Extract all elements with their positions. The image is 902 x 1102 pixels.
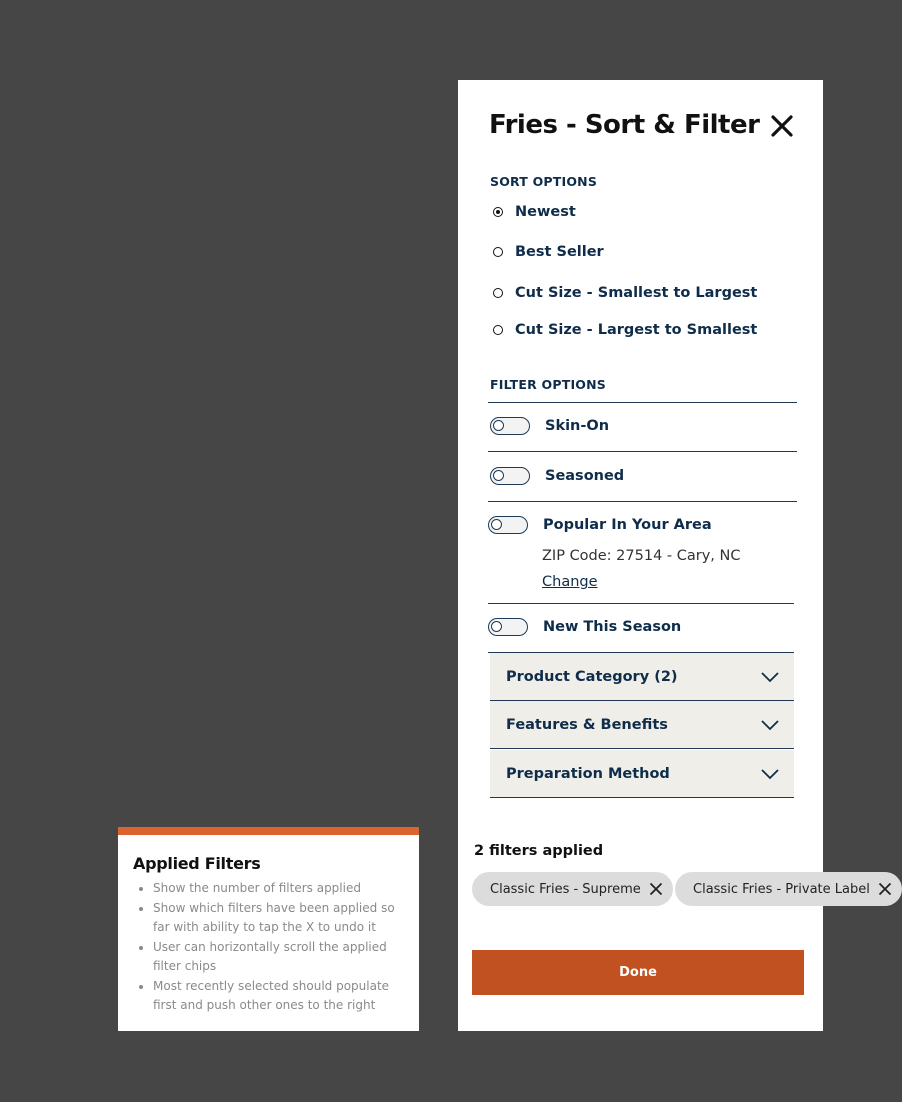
toggle-label: New This Season: [543, 619, 682, 635]
sort-option-label: Newest: [515, 204, 576, 220]
radio-unchecked-icon: [493, 325, 503, 335]
toggle-skin-on[interactable]: [490, 417, 609, 435]
sort-option-label: Cut Size - Smallest to Largest: [515, 285, 758, 301]
close-icon: [770, 114, 794, 138]
toggle-switch[interactable]: [488, 618, 528, 636]
close-icon[interactable]: [878, 882, 892, 896]
sort-option-cut-large-small[interactable]: [493, 322, 757, 338]
zip-code-text: ZIP Code: 27514 - Cary, NC: [542, 548, 741, 564]
chevron-down-icon: [760, 671, 780, 683]
divider: [488, 603, 794, 604]
accordion-product-category[interactable]: [490, 653, 794, 701]
panel-title: Fries - Sort & Filter: [489, 110, 760, 140]
close-button[interactable]: [770, 114, 794, 138]
annotation-item: • Show the number of filters applied: [153, 879, 413, 899]
toggle-seasoned[interactable]: [490, 467, 624, 485]
annotation-note: [118, 827, 419, 1031]
annotation-list: [133, 879, 413, 1016]
radio-unchecked-icon: [493, 247, 503, 257]
applied-filters-count: 2 filters applied: [474, 843, 604, 859]
applied-filter-chip[interactable]: [472, 872, 673, 906]
done-button[interactable]: Done: [472, 950, 804, 995]
radio-unchecked-icon: [493, 288, 503, 298]
toggle-knob: [493, 420, 504, 431]
sort-filter-panel: [458, 80, 870, 1031]
accordion-label: Features & Benefits: [506, 716, 668, 733]
accordion-features-benefits[interactable]: [490, 701, 794, 749]
toggle-label: Popular In Your Area: [543, 517, 712, 533]
annotation-item: • Show which filters have been applied so far with ability to tap the X to undo it: [153, 899, 413, 938]
sort-option-cut-small-large[interactable]: [493, 285, 757, 301]
chevron-down-icon: [760, 719, 780, 731]
applied-filter-chip[interactable]: [675, 872, 902, 906]
divider: [488, 501, 797, 502]
toggle-popular-in-area[interactable]: [488, 516, 712, 534]
toggle-label: Skin-On: [545, 418, 610, 434]
toggle-switch[interactable]: [490, 467, 530, 485]
chip-label: Classic Fries - Private Label: [693, 881, 870, 897]
chip-label: Classic Fries - Supreme: [490, 881, 641, 897]
close-icon[interactable]: [649, 882, 663, 896]
sort-option-label: Best Seller: [515, 244, 604, 260]
annotation-item: • Most recently selected should populate first and push other ones to the right: [153, 977, 413, 1016]
accordion-label: Preparation Method: [506, 765, 670, 782]
sort-options-label: SORT OPTIONS: [490, 174, 598, 189]
annotation-item: • User can horizontally scroll the applied filter chips: [153, 938, 413, 977]
sort-option-best-seller[interactable]: [493, 244, 604, 260]
divider: [488, 402, 797, 403]
toggle-new-this-season[interactable]: [488, 618, 681, 636]
annotation-title: Applied Filters: [133, 854, 261, 873]
toggle-label: Seasoned: [545, 468, 625, 484]
divider: [488, 451, 797, 452]
chevron-down-icon: [760, 768, 780, 780]
annotation-accent-bar: [118, 827, 419, 835]
toggle-knob: [491, 519, 502, 530]
toggle-switch[interactable]: [490, 417, 530, 435]
sort-option-newest[interactable]: [493, 204, 576, 220]
toggle-knob: [491, 621, 502, 632]
sort-option-label: Cut Size - Largest to Smallest: [515, 322, 758, 338]
zip-change-link[interactable]: Change: [542, 574, 598, 590]
filter-options-label: FILTER OPTIONS: [490, 377, 606, 392]
toggle-knob: [493, 470, 504, 481]
accordion-preparation-method[interactable]: [490, 750, 794, 798]
radio-checked-icon: [493, 207, 503, 217]
accordion-label: Product Category (2): [506, 668, 678, 685]
toggle-switch[interactable]: [488, 516, 528, 534]
